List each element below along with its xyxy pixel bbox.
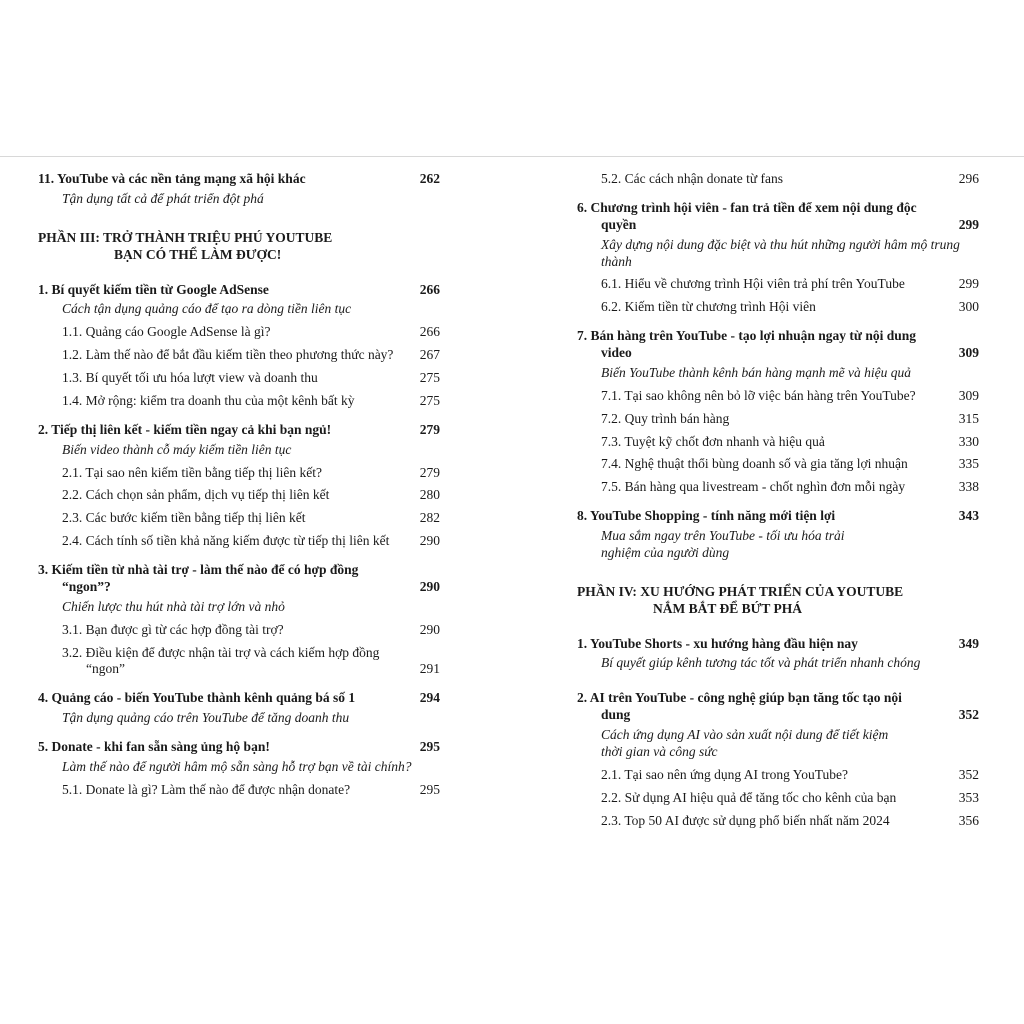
- section-title: 2.2. Sử dụng AI hiệu quả để tăng tốc cho kênh của bạn: [601, 789, 897, 805]
- page-number: 294: [419, 690, 440, 706]
- part-title-line1: PHẦN III: TRỞ THÀNH TRIỆU PHÚ YOUTUBE: [38, 229, 333, 245]
- toc-section[interactable]: [38, 393, 440, 410]
- toc-section[interactable]: [577, 479, 979, 496]
- page-number: 353: [958, 789, 979, 805]
- part-title-line2: NẮM BẮT ĐỂ BỨT PHÁ: [653, 600, 803, 616]
- page-number: 330: [958, 433, 979, 449]
- section-title: 1.3. Bí quyết tối ưu hóa lượt view và doanh thu: [62, 370, 318, 385]
- toc-section[interactable]: [577, 276, 979, 293]
- chapter-caption: Mua sắm ngay trên YouTube - tối ưu hóa trải nghiệm của người dùng: [601, 528, 845, 560]
- chapter-title: 3. Kiếm tiền từ nhà tài trợ - làm thế nào để có hợp đồng “ngon”?: [38, 562, 359, 594]
- part-title-line2: BẠN CÓ THỂ LÀM ĐƯỢC!: [114, 246, 282, 262]
- page-top-border: [0, 156, 1024, 157]
- chapter-caption: Tận dụng tất cả để phát triển đột phá: [62, 190, 264, 206]
- section-title: 1.1. Quảng cáo Google AdSense là gì?: [62, 324, 271, 340]
- section-title: 1.4. Mở rộng: kiểm tra doanh thu của một kênh bất kỳ: [62, 392, 355, 408]
- toc-section[interactable]: [577, 434, 979, 451]
- chapter-caption: Làm thế nào để người hâm mộ sẵn sàng hỗ trợ bạn về tài chính?: [62, 758, 412, 774]
- page-number: 295: [419, 781, 440, 797]
- page-number: 275: [419, 370, 440, 385]
- section-title: 5.2. Các cách nhận donate từ fans: [601, 171, 783, 186]
- toc-section[interactable]: [38, 533, 440, 550]
- page-number: 315: [958, 410, 979, 426]
- page-number: 299: [958, 216, 979, 232]
- page-number: 295: [419, 739, 440, 754]
- page-number: 290: [419, 533, 440, 549]
- section-title: 7.3. Tuyệt kỹ chốt đơn nhanh và hiệu quả: [601, 433, 825, 449]
- page-number: 267: [419, 347, 440, 363]
- page-number: 296: [958, 171, 979, 186]
- page-number: 266: [419, 281, 440, 297]
- chapter-title: 4. Quảng cáo - biến YouTube thành kênh quảng bá số 1: [38, 690, 356, 706]
- toc-chapter-r2[interactable]: [577, 690, 979, 724]
- part-title-line1: PHẦN IV: XU HƯỚNG PHÁT TRIỂN CỦA YOUTUBE: [577, 583, 904, 599]
- page-number: 335: [958, 456, 979, 472]
- left-page: [38, 171, 440, 799]
- toc-section[interactable]: [577, 813, 979, 830]
- toc-section[interactable]: [577, 299, 979, 316]
- section-title: 7.2. Quy trình bán hàng: [601, 410, 730, 426]
- section-title: 6.1. Hiểu về chương trình Hội viên trả phí trên YouTube: [601, 276, 905, 292]
- page-number: 266: [419, 324, 440, 340]
- toc-section[interactable]: [38, 782, 440, 799]
- section-title: 3.2. Điều kiện để được nhận tài trợ và cách kiếm hợp đồng “ngon”: [62, 644, 380, 677]
- page-number: 290: [419, 578, 440, 594]
- page-number: 300: [958, 299, 979, 315]
- chapter-caption: Xây dựng nội dung đặc biệt và thu hút những người hâm mộ trung thành: [601, 236, 960, 269]
- top-margin: [0, 0, 1024, 156]
- page-number: 338: [958, 479, 979, 495]
- toc-section[interactable]: [577, 171, 979, 188]
- section-title: 7.1. Tại sao không nên bỏ lỡ việc bán hàng trên YouTube?: [601, 387, 916, 403]
- page-number: 280: [419, 487, 440, 503]
- toc-chapter-7[interactable]: [577, 328, 979, 362]
- section-title: 2.1. Tại sao nên kiếm tiền bằng tiếp thị liên kết?: [62, 464, 322, 480]
- toc-section[interactable]: [38, 645, 440, 679]
- section-title: 7.5. Bán hàng qua livestream - chốt nghìn đơn mỗi ngày: [601, 479, 906, 495]
- toc-section[interactable]: [38, 324, 440, 341]
- toc-chapter-2[interactable]: [38, 422, 440, 439]
- toc-section[interactable]: [577, 388, 979, 405]
- section-title: 2.3. Các bước kiếm tiền bằng tiếp thị liên kết: [62, 510, 306, 526]
- section-title: 6.2. Kiếm tiền từ chương trình Hội viên: [601, 299, 816, 315]
- page-number: 356: [958, 812, 979, 828]
- page-number: 279: [419, 421, 440, 437]
- section-title: 3.1. Bạn được gì từ các hợp đồng tài trợ?: [62, 621, 284, 637]
- chapter-title: 11. YouTube và các nền tảng mạng xã hội khác: [38, 171, 306, 186]
- page-number: 309: [958, 387, 979, 403]
- page-number: 279: [419, 464, 440, 480]
- toc-section[interactable]: [38, 487, 440, 504]
- chapter-caption: Biến video thành cỗ máy kiếm tiền liên tục: [62, 441, 292, 457]
- toc-section[interactable]: [38, 370, 440, 387]
- chapter-title: 2. Tiếp thị liên kết - kiếm tiền ngay cả khi bạn ngủ!: [38, 421, 332, 437]
- chapter-caption: Tận dụng quảng cáo trên YouTube để tăng doanh thu: [62, 710, 350, 726]
- toc-chapter-8[interactable]: [577, 508, 979, 525]
- chapter-title: 1. YouTube Shorts - xu hướng hàng đầu hiện nay: [577, 635, 858, 651]
- chapter-title: 1. Bí quyết kiếm tiền từ Google AdSense: [38, 281, 269, 297]
- page-number: 290: [419, 621, 440, 637]
- toc-chapter-3[interactable]: [38, 562, 440, 596]
- section-title: 1.2. Làm thế nào để bắt đầu kiếm tiền theo phương thức này?: [62, 347, 394, 363]
- section-title: 2.1. Tại sao nên ứng dụng AI trong YouTube?: [601, 766, 848, 782]
- page-number: 309: [958, 345, 979, 360]
- chapter-caption: Chiến lược thu hút nhà tài trợ lớn và nhỏ: [62, 598, 285, 614]
- toc-section[interactable]: [577, 767, 979, 784]
- page-number: 282: [419, 510, 440, 526]
- chapter-caption: Biến YouTube thành kênh bán hàng mạnh mẽ và hiệu quả: [601, 364, 911, 380]
- toc-chapter-1[interactable]: [38, 282, 440, 299]
- section-title: 2.3. Top 50 AI được sử dụng phổ biến nhất năm 2024: [601, 812, 890, 828]
- page-number: 349: [958, 635, 979, 651]
- toc-section[interactable]: [38, 465, 440, 482]
- toc-chapter-5[interactable]: [38, 739, 440, 756]
- toc-chapter-r1[interactable]: [577, 636, 979, 653]
- section-title: 2.2. Cách chọn sản phẩm, dịch vụ tiếp thị liên kết: [62, 487, 330, 503]
- part-heading-3: [38, 230, 440, 264]
- chapter-title: 6. Chương trình hội viên - fan trả tiền để xem nội dung độc quyền: [577, 199, 917, 232]
- chapter-title: 5. Donate - khi fan sẵn sàng ủng hộ bạn!: [38, 739, 270, 754]
- chapter-title: 8. YouTube Shopping - tính năng mới tiện lợi: [577, 508, 836, 524]
- section-title: 2.4. Cách tính số tiền khả năng kiếm được từ tiếp thị liên kết: [62, 533, 390, 549]
- chapter-title: 2. AI trên YouTube - công nghệ giúp bạn tăng tốc tạo nội dung: [577, 690, 902, 723]
- toc-section[interactable]: [577, 456, 979, 473]
- page-number: 275: [419, 392, 440, 408]
- chapter-caption: Cách ứng dụng AI vào sản xuất nội dung để tiết kiệm thời gian và công sức: [601, 727, 889, 759]
- page-number: 352: [958, 766, 979, 782]
- part-heading-4: [577, 584, 979, 618]
- toc-chapter-6[interactable]: [577, 200, 979, 234]
- toc-chapter-4[interactable]: [38, 690, 440, 707]
- page-number: 343: [958, 508, 979, 524]
- page-number: 262: [419, 171, 440, 186]
- section-title: 5.1. Donate là gì? Làm thế nào để được nhận donate?: [62, 781, 351, 797]
- page-number: 352: [958, 707, 979, 723]
- toc-chapter-11[interactable]: [38, 171, 440, 188]
- section-title: 7.4. Nghệ thuật thổi bùng doanh số và gia tăng lợi nhuận: [601, 456, 908, 472]
- toc-section[interactable]: [38, 347, 440, 364]
- toc-section[interactable]: [38, 622, 440, 639]
- toc-section[interactable]: [38, 510, 440, 527]
- toc-section[interactable]: [577, 411, 979, 428]
- right-page: [577, 171, 979, 829]
- chapter-caption: Cách tận dụng quảng cáo để tạo ra dòng tiền liên tục: [62, 301, 352, 317]
- chapter-caption: Bí quyết giúp kênh tương tác tốt và phát triển nhanh chóng: [601, 655, 921, 671]
- chapter-title: 7. Bán hàng trên YouTube - tạo lợi nhuận ngay từ nội dung video: [577, 328, 917, 360]
- toc-section[interactable]: [577, 790, 979, 807]
- page-number: 291: [419, 661, 440, 677]
- page-number: 299: [958, 276, 979, 292]
